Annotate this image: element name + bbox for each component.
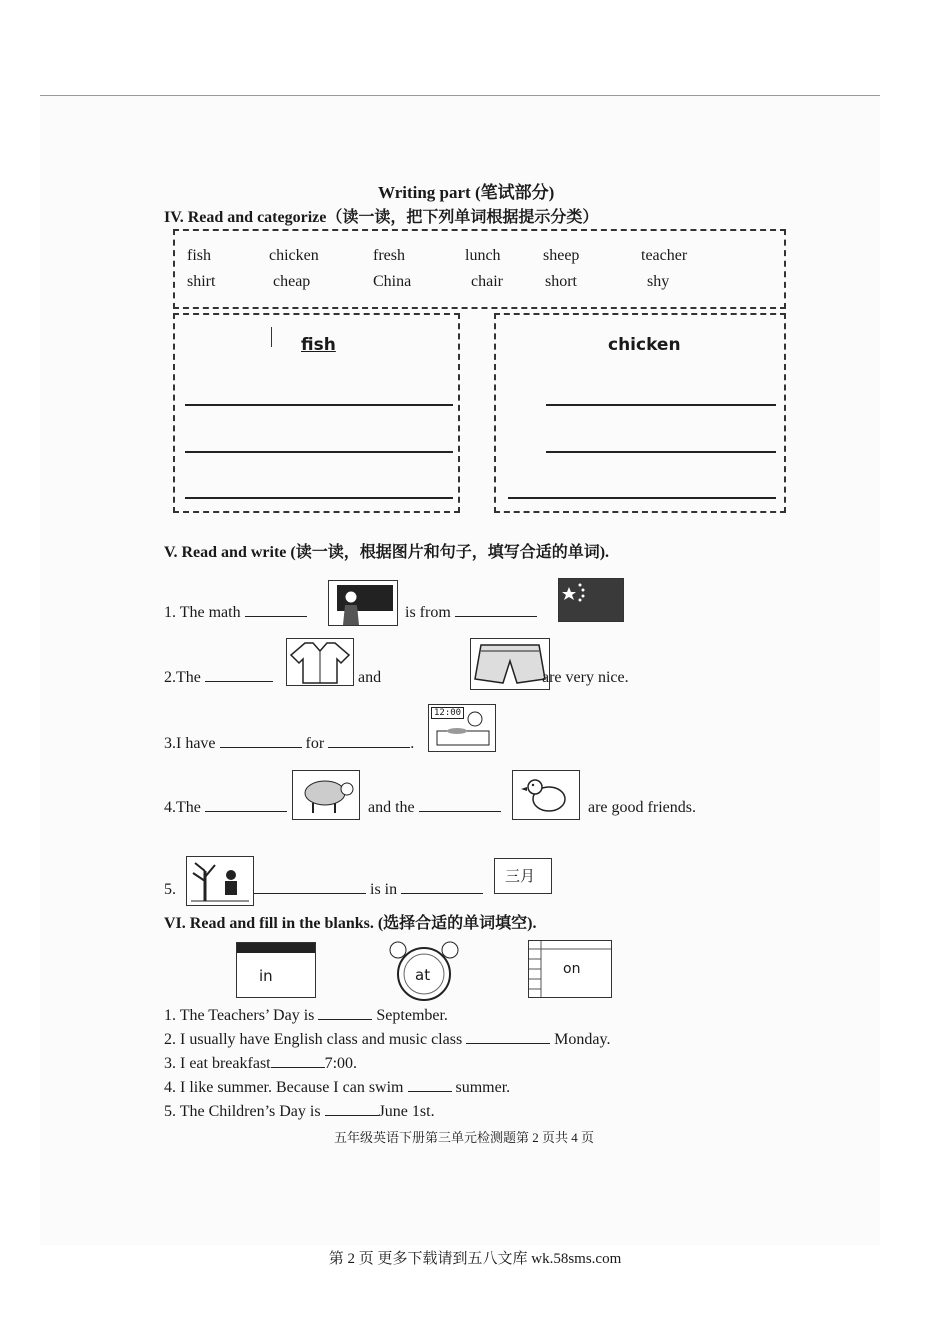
spring-tree-icon bbox=[186, 856, 254, 906]
v-question-2 bbox=[164, 669, 273, 687]
vi-q1-text-a: 1. The Teachers’ Day is bbox=[164, 1007, 315, 1024]
v-q2-text-a: 2.The bbox=[164, 669, 201, 686]
word-bank-box bbox=[173, 229, 786, 309]
answer-blank[interactable] bbox=[205, 681, 273, 682]
vi-q2-text-a: 2. I usually have English class and music class bbox=[164, 1031, 463, 1048]
category-label-fish: fish bbox=[301, 335, 336, 355]
answer-blank[interactable] bbox=[271, 1067, 325, 1068]
page-edge bbox=[40, 95, 880, 96]
section-4-heading: IV. Read and categorize（读一读，把下列单词根据提示分类） bbox=[164, 209, 599, 226]
teacher-icon bbox=[328, 580, 398, 626]
v-question-4b bbox=[368, 799, 501, 817]
answer-blank[interactable] bbox=[328, 747, 410, 748]
answer-blank[interactable] bbox=[254, 893, 366, 894]
v-question-1b bbox=[405, 604, 537, 622]
divider bbox=[271, 327, 272, 347]
vi-q3-text-a: 3. I eat breakfast bbox=[164, 1055, 271, 1072]
writing-line bbox=[508, 497, 776, 499]
answer-blank[interactable] bbox=[318, 1019, 372, 1020]
vi-q2-text-b: Monday. bbox=[554, 1031, 611, 1048]
vi-question-2 bbox=[164, 1031, 610, 1049]
section-5-heading: V. Read and write (读一读，根据图片和句子，填写合适的单词). bbox=[164, 544, 610, 561]
v-question-1 bbox=[164, 604, 307, 622]
writing-line bbox=[185, 404, 453, 406]
category-box-fish bbox=[173, 313, 460, 513]
category-label-chicken: chicken bbox=[608, 335, 681, 355]
lunch-clock-icon bbox=[428, 704, 496, 752]
vi-question-1 bbox=[164, 1007, 448, 1025]
v-q3-text-b: for bbox=[305, 735, 325, 752]
writing-line bbox=[185, 497, 453, 499]
vi-question-3 bbox=[164, 1055, 357, 1073]
word-bank-item: cheap bbox=[273, 273, 311, 290]
answer-blank[interactable] bbox=[401, 893, 483, 894]
answer-blank[interactable] bbox=[408, 1091, 452, 1092]
vi-question-4 bbox=[164, 1079, 510, 1097]
schedule-icon bbox=[528, 940, 612, 998]
v-question-3: 3.I have for . bbox=[164, 735, 415, 752]
v-question-4 bbox=[164, 799, 287, 817]
v-q4-end: are good friends. bbox=[588, 799, 696, 816]
word-bank-item: sheep bbox=[543, 247, 580, 264]
answer-blank[interactable] bbox=[455, 616, 537, 617]
v-q4-text-a: 4.The bbox=[164, 799, 201, 816]
option-at: at bbox=[415, 966, 431, 984]
word-bank-item: shy bbox=[647, 273, 670, 290]
v-q4-text-b: and the bbox=[368, 799, 415, 816]
v-q2-end: are very nice. bbox=[542, 669, 629, 686]
v-q5-text-b: is in bbox=[370, 881, 398, 898]
clock-display: 12:00 bbox=[431, 707, 464, 719]
vi-question-5 bbox=[164, 1103, 435, 1121]
writing-line bbox=[546, 451, 776, 453]
shirt-icon bbox=[286, 638, 354, 686]
month-label: 三月 bbox=[505, 869, 536, 885]
vi-q5-text-a: 5. The Children’s Day is bbox=[164, 1103, 321, 1120]
category-box-chicken bbox=[494, 313, 786, 513]
calendar-march-icon bbox=[494, 858, 552, 894]
v-q3-text-a: 3.I have bbox=[164, 735, 216, 752]
sheep-icon bbox=[292, 770, 360, 820]
option-in: in bbox=[259, 967, 273, 985]
answer-blank[interactable] bbox=[245, 616, 307, 617]
v-q1-text-a: 1. The math bbox=[164, 604, 241, 621]
shorts-icon bbox=[470, 638, 550, 690]
answer-blank[interactable] bbox=[419, 811, 501, 812]
word-bank-item: lunch bbox=[465, 247, 501, 264]
section-6-heading: VI. Read and fill in the blanks. (选择合适的单词填空). bbox=[164, 915, 537, 932]
vi-q4-text-b: summer. bbox=[455, 1079, 511, 1096]
word-bank-item: teacher bbox=[641, 247, 688, 264]
alarm-clock-icon bbox=[376, 938, 472, 1002]
word-bank-item: short bbox=[545, 273, 577, 290]
vi-q4-text-a: 4. I like summer. Because I can swim bbox=[164, 1079, 404, 1096]
word-bank-item: fish bbox=[187, 247, 211, 264]
china-flag-icon bbox=[558, 578, 624, 622]
word-bank-item: chicken bbox=[269, 247, 319, 264]
page-note: 五年级英语下册第三单元检测题第 2 页共 4 页 bbox=[334, 1130, 595, 1145]
word-bank-item: shirt bbox=[187, 273, 216, 290]
v-q2-and: and bbox=[358, 669, 382, 686]
v-q1-text-b: is from bbox=[405, 604, 451, 621]
calendar-icon bbox=[236, 942, 316, 998]
answer-blank[interactable] bbox=[220, 747, 302, 748]
writing-line bbox=[185, 451, 453, 453]
answer-blank[interactable] bbox=[205, 811, 287, 812]
vi-q5-text-b: June 1st. bbox=[378, 1103, 435, 1120]
option-on: on bbox=[563, 961, 581, 977]
vi-q3-text-b: 7:00. bbox=[324, 1055, 358, 1072]
v-question-5 bbox=[254, 881, 483, 899]
word-bank-item: chair bbox=[471, 273, 503, 290]
answer-blank[interactable] bbox=[325, 1115, 379, 1116]
writing-part-title: Writing part (笔试部分) bbox=[378, 183, 555, 202]
v-q5-num: 5. bbox=[164, 881, 176, 898]
chicken-icon bbox=[512, 770, 580, 820]
word-bank-item: China bbox=[373, 273, 412, 290]
vi-q1-text-b: September. bbox=[376, 1007, 448, 1024]
answer-blank[interactable] bbox=[466, 1043, 550, 1044]
word-bank-item: fresh bbox=[373, 247, 405, 264]
footer: 第 2 页 更多下载请到五八文库 wk.58sms.com bbox=[328, 1251, 622, 1267]
writing-line bbox=[546, 404, 776, 406]
